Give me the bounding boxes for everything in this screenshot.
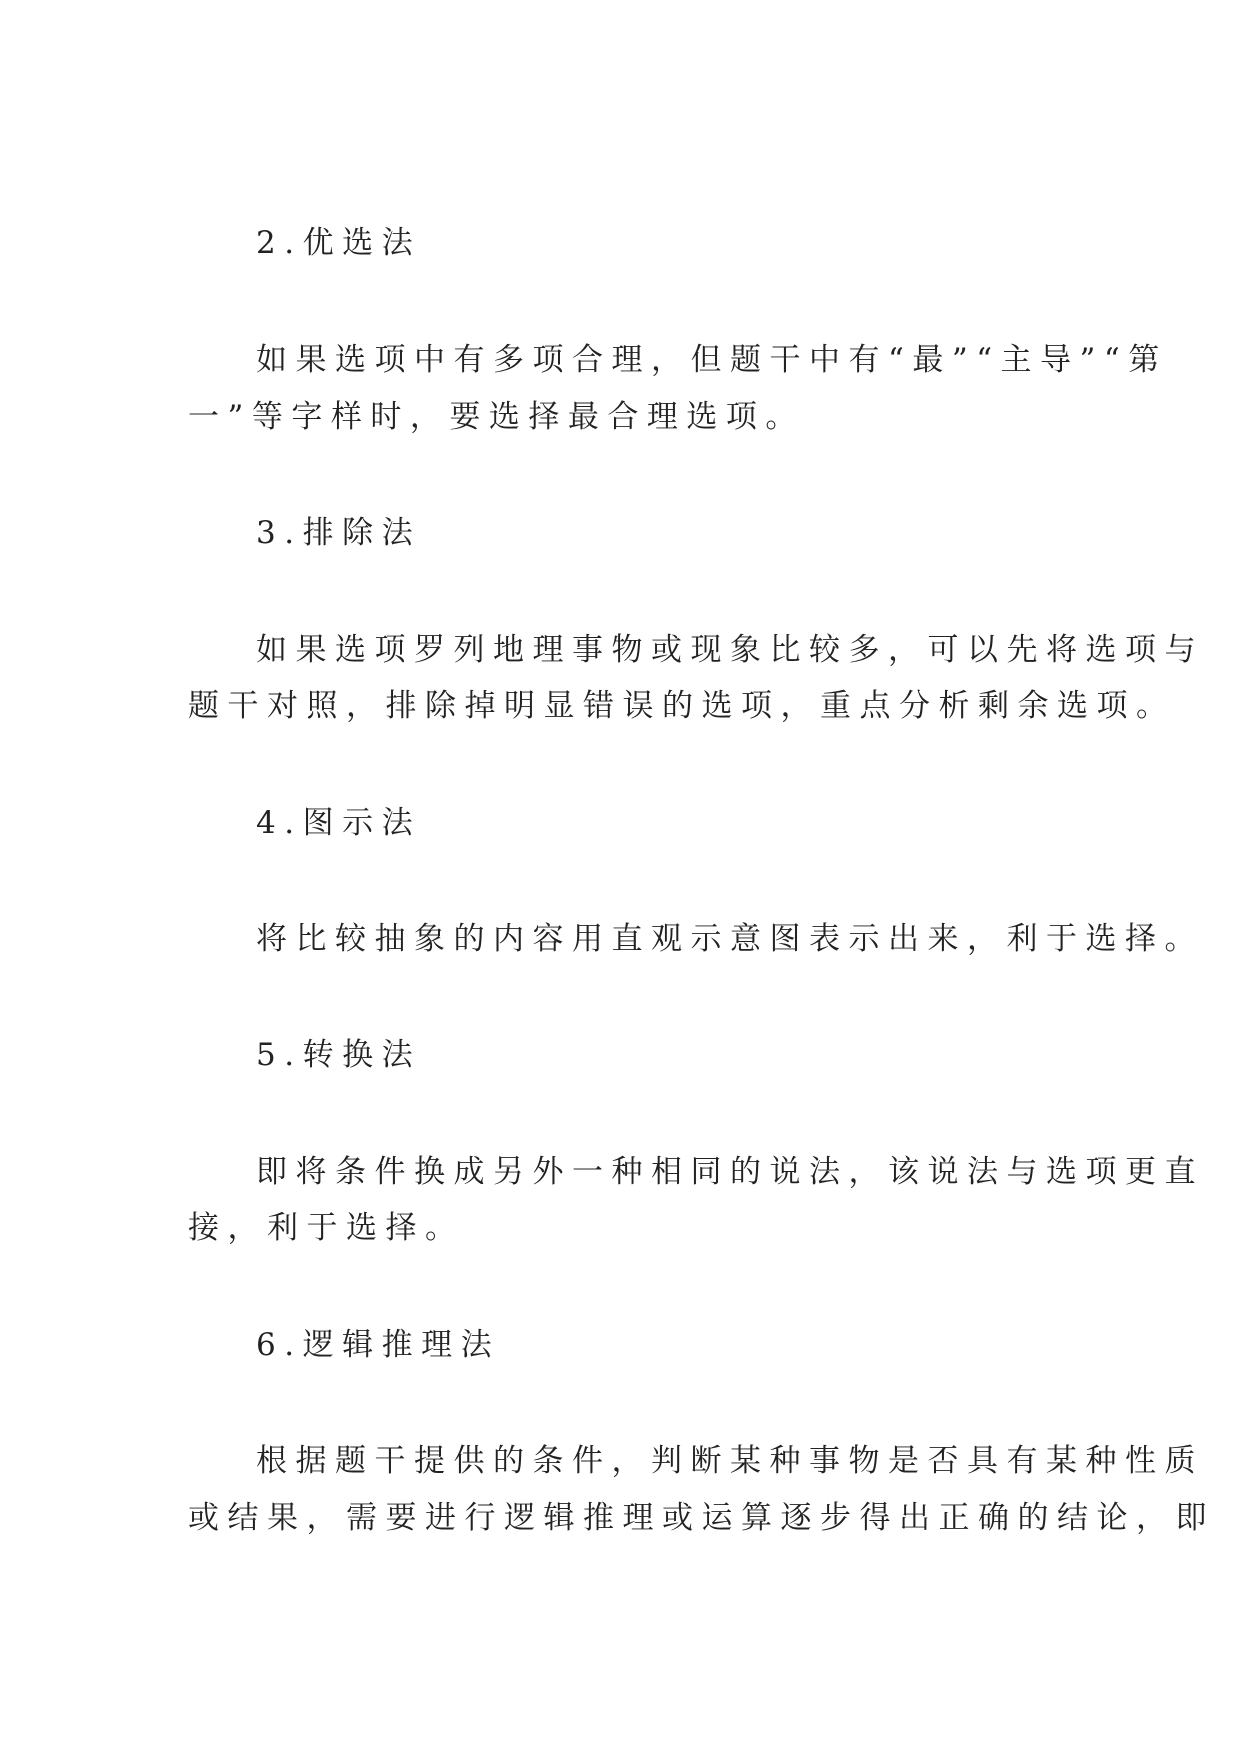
section-heading: 4.图示法 — [256, 805, 422, 841]
paragraph-line: 一”等字样时，要选择最合理选项。 — [188, 399, 805, 435]
paragraph-line: 接，利于选择。 — [188, 1210, 465, 1246]
paragraph-line: 根据题干提供的条件，判断某种事物是否具有某种性质 — [256, 1443, 1204, 1479]
section-heading: 6.逻辑推理法 — [256, 1327, 501, 1363]
paragraph-line: 即将条件换成另外一种相同的说法，该说法与选项更直 — [256, 1154, 1204, 1190]
section-heading: 3.排除法 — [256, 515, 422, 551]
paragraph-line: 或结果，需要进行逻辑推理或运算逐步得出正确的结论，即 — [188, 1500, 1215, 1536]
paragraph-line: 如果选项罗列地理事物或现象比较多，可以先将选项与 — [256, 632, 1204, 668]
section-heading: 2.优选法 — [256, 225, 422, 261]
paragraph-line: 题干对照，排除掉明显错误的选项，重点分析剩余选项。 — [188, 688, 1176, 724]
paragraph-line: 将比较抽象的内容用直观示意图表示出来，利于选择。 — [256, 921, 1204, 957]
section-heading: 5.转换法 — [256, 1037, 422, 1073]
paragraph-line: 如果选项中有多项合理，但题干中有“最”“主导”“第 — [256, 342, 1168, 378]
